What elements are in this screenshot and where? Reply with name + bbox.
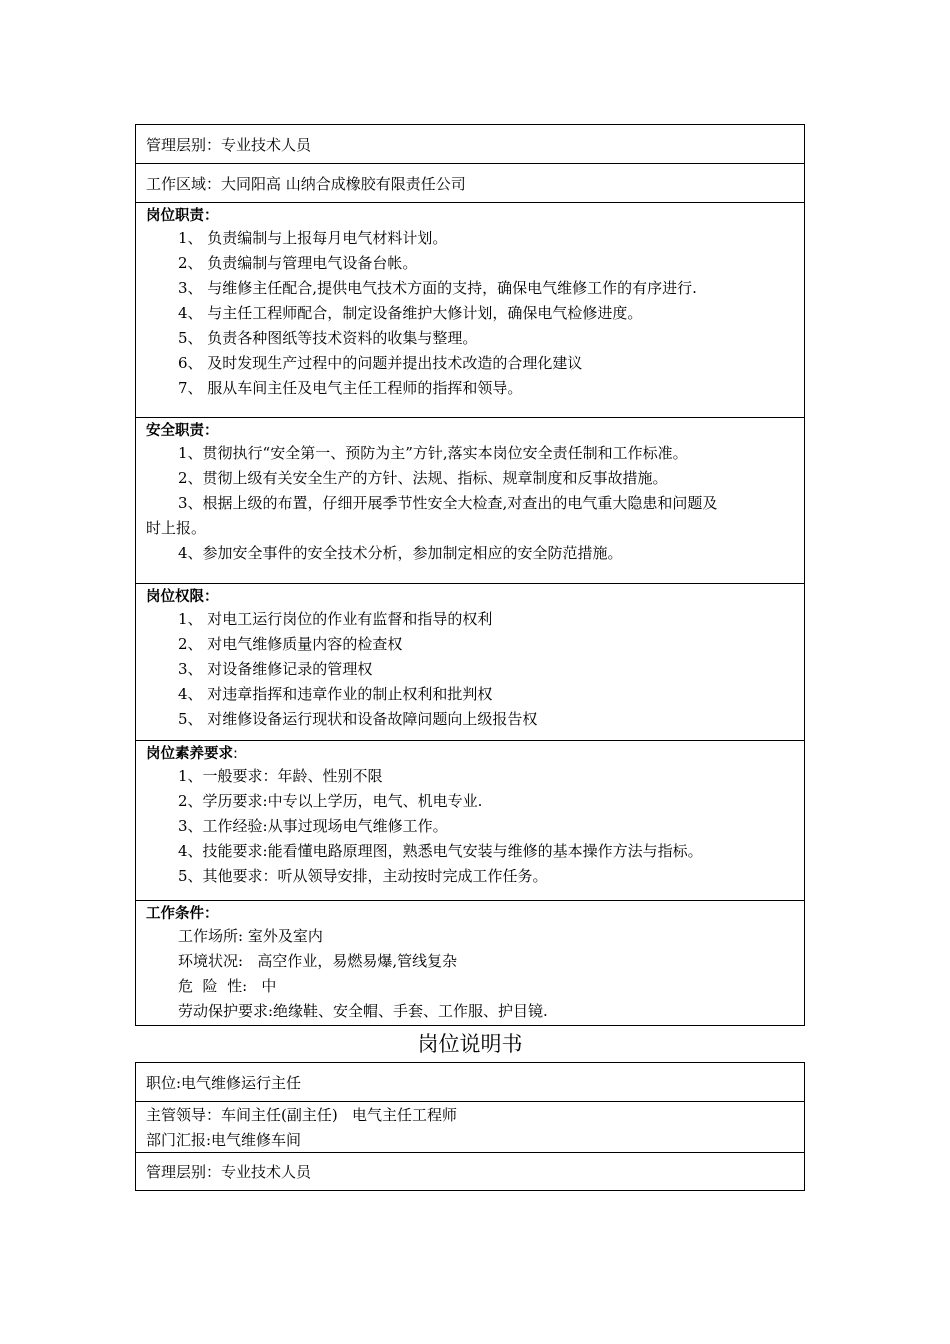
work-area: 工作区域：大同阳高 山纳合成橡胶有限责任公司 xyxy=(146,174,466,193)
conditions-heading: 工作条件： xyxy=(146,906,219,922)
requirements-heading-text: 岗位素养要求 xyxy=(146,746,233,762)
authority-item: 3、 对设备维修记录的管理权 xyxy=(178,660,373,678)
position: 职位:电气维修运行主任 xyxy=(146,1073,302,1092)
requirement-item: 2、学历要求:中专以上学历，电气、机电专业. xyxy=(178,792,483,810)
requirement-item: 5、其他要求：听从领导安排，主动按时完成工作任务。 xyxy=(178,867,548,885)
supervisor-row xyxy=(136,1102,804,1153)
requirements-heading xyxy=(146,744,794,764)
authority-item: 4、 对违章指挥和违章作业的制止权利和批判权 xyxy=(178,685,493,703)
conditions-section xyxy=(136,901,804,1026)
condition-item: 危 险 性: 中 xyxy=(178,977,277,995)
authority-item: 2、 对电气维修质量内容的检查权 xyxy=(178,635,403,653)
authority-item: 1、 对电工运行岗位的作业有监督和指导的权利 xyxy=(178,610,493,628)
bottom-management-level: 管理层别：专业技术人员 xyxy=(146,1163,312,1181)
bottom-table xyxy=(135,1062,805,1191)
management-level-row xyxy=(136,125,804,164)
authority-section xyxy=(136,584,804,741)
duty-item: 3、 与维修主任配合,提供电气技术方面的支持，确保电气维修工作的有序进行. xyxy=(178,279,697,297)
bottom-management-level-row xyxy=(136,1153,804,1191)
safety-heading: 安全职责： xyxy=(146,423,219,439)
department: 部门汇报:电气维修车间 xyxy=(146,1131,302,1149)
safety-item: 4、参加安全事件的安全技术分析，参加制定相应的安全防范措施。 xyxy=(178,544,623,562)
condition-item: 环境状况: 高空作业，易燃易爆,管线复杂 xyxy=(178,952,458,970)
supervisor: 主管领导：车间主任(副主任) 电气主任工程师 xyxy=(146,1106,458,1124)
duty-item: 7、 服从车间主任及电气主任工程师的指挥和领导。 xyxy=(178,379,523,397)
duties-heading: 岗位职责： xyxy=(146,208,219,224)
requirement-item: 3、工作经验:从事过现场电气维修工作。 xyxy=(178,817,448,835)
requirement-item: 4、技能要求:能看懂电路原理图，熟悉电气安装与维修的基本操作方法与指标。 xyxy=(178,842,703,860)
safety-item: 3、根据上级的布置，仔细开展季节性安全大检查,对查出的电气重大隐患和问题及 xyxy=(178,494,718,512)
requirements-heading-colon: : xyxy=(233,746,238,762)
safety-item-continued: 时上报。 xyxy=(146,519,207,537)
requirement-item: 1、一般要求：年龄、性别不限 xyxy=(178,767,383,785)
safety-section xyxy=(136,418,804,584)
safety-item: 2、贯彻上级有关安全生产的方针、法规、指标、规章制度和反事故措施。 xyxy=(178,469,668,487)
authority-item: 5、 对维修设备运行现状和设备故障问题向上级报告权 xyxy=(178,710,538,728)
condition-item: 劳动保护要求:绝缘鞋、安全帽、手套、工作服、护目镜. xyxy=(178,1002,548,1020)
work-area-row xyxy=(136,164,804,203)
duty-item: 2、 负责编制与管理电气设备台帐。 xyxy=(178,254,418,272)
document-title: 岗位说明书 xyxy=(417,1032,523,1056)
duty-item: 1、 负责编制与上报每月电气材料计划。 xyxy=(178,229,448,247)
management-level: 管理层别：专业技术人员 xyxy=(146,135,312,154)
duty-item: 4、 与主任工程师配合，制定设备维护大修计划，确保电气检修进度。 xyxy=(178,304,643,322)
duty-item: 6、 及时发现生产过程中的问题并提出技术改造的合理化建议 xyxy=(178,354,583,372)
requirements-section xyxy=(136,741,804,901)
safety-item: 1、贯彻执行“安全第一、预防为主”方针,落实本岗位安全责任制和工作标准。 xyxy=(178,444,688,462)
duty-item: 5、 负责各种图纸等技术资料的收集与整理。 xyxy=(178,329,478,347)
duties-section xyxy=(136,203,804,418)
authority-heading: 岗位权限： xyxy=(146,589,219,605)
position-row xyxy=(136,1063,804,1102)
top-table xyxy=(135,124,805,1026)
condition-item: 工作场所: 室外及室内 xyxy=(178,927,323,945)
